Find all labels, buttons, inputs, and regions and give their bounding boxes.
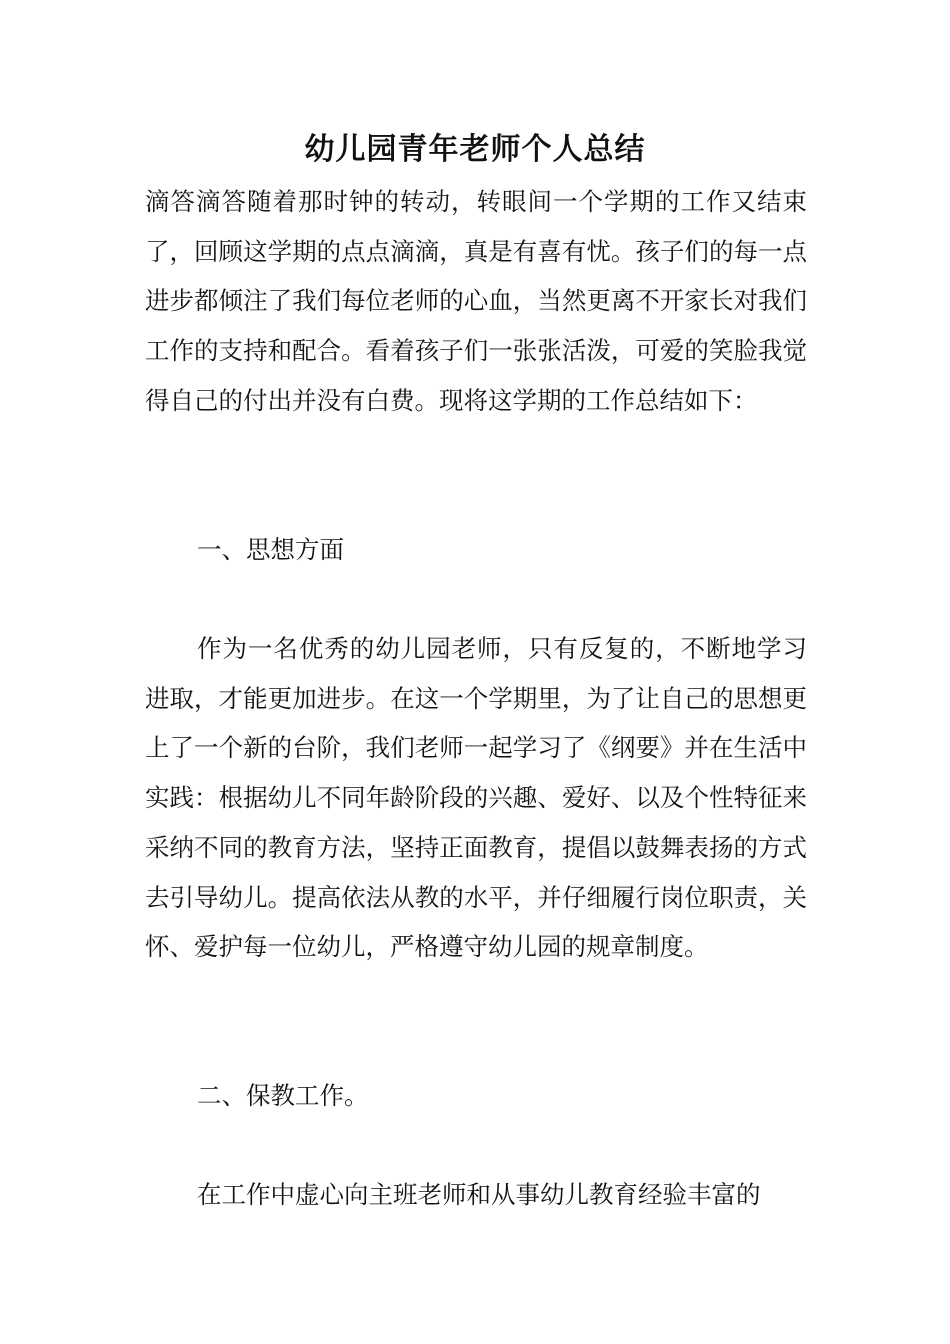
section-heading-care-education: 二、保教工作。 bbox=[197, 1081, 369, 1110]
section-paragraph-thought: 作为一名优秀的幼儿园老师，只有反复的，不断地学习进取，才能更加进步。在这一个学期里，为了让自己的思想更上了一个新的台阶，我们老师一起学习了《纲要》并在生活中实践：根据幼儿不同年龄阶段的兴趣、爱好、以及个性特征来采纳不同的教育方法，坚持正面教育，提倡以鼓舞表扬的方式去引导幼儿。提高依法从教的水平，并仔细履行岗位职责，关怀、爱护每一位幼儿，严格遵守幼儿园的规章制度。 bbox=[145, 634, 807, 962]
section-paragraph-care-education: 在工作中虚心向主班老师和从事幼儿教育经验丰富的 bbox=[197, 1180, 761, 1209]
section-heading-thought: 一、思想方面 bbox=[197, 535, 344, 564]
intro-paragraph: 滴答滴答随着那时钟的转动，转眼间一个学期的工作又结束了，回顾这学期的点点滴滴，真是有喜有忧。孩子们的每一点进步都倾注了我们每位老师的心血，当然更离不开家长对我们工作的支持和配合。看着孩子们一张张活泼，可爱的笑脸我觉得自己的付出并没有白费。现将这学期的工作总结如下： bbox=[145, 187, 807, 415]
document-title: 幼儿园青年老师个人总结 bbox=[304, 132, 646, 167]
